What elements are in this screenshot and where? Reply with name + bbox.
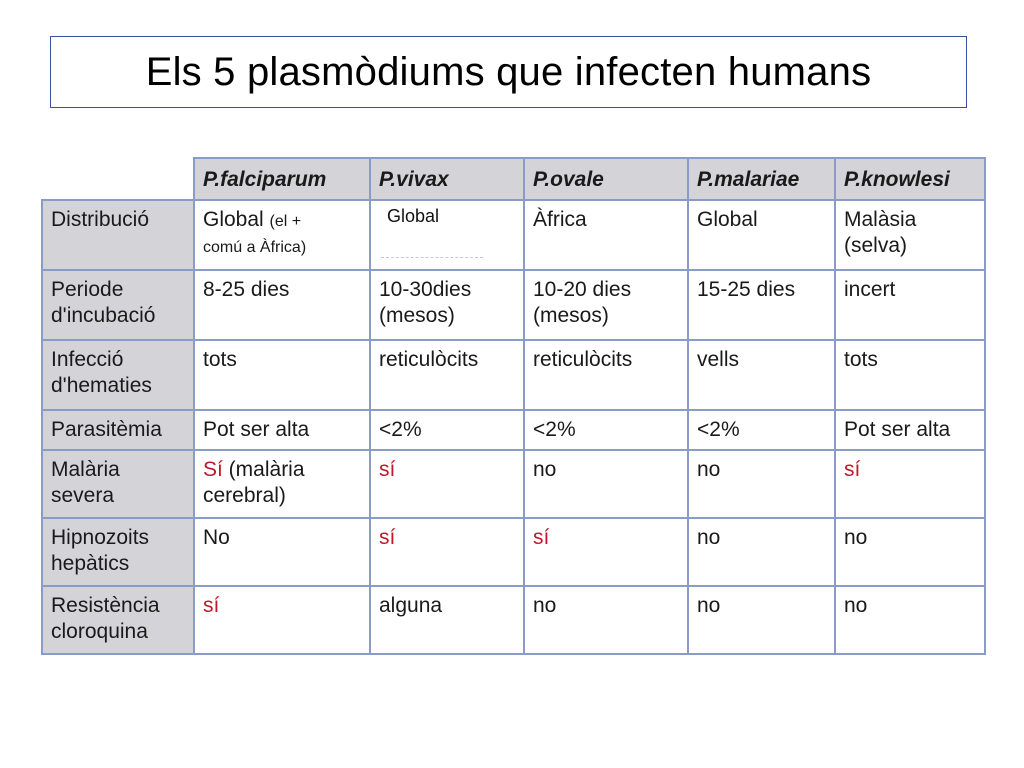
- cell-periode-ovale: [524, 270, 688, 340]
- table-row-malaria-severa: [42, 450, 985, 518]
- cell-parasitemia-ovale: <2%: [524, 410, 688, 450]
- row-header-label: Periode: [51, 278, 124, 301]
- table-row-periode-incubacio: [42, 270, 985, 340]
- row-header-label: severa: [51, 484, 115, 507]
- cell-parasitemia-vivax: <2%: [370, 410, 524, 450]
- row-header-label: Infecció: [51, 348, 124, 371]
- cell-severa-vivax: [370, 450, 524, 518]
- table-row-distribucio: [42, 200, 985, 270]
- cell-line: (selva): [844, 234, 908, 257]
- cell-red-text: sí: [533, 526, 550, 549]
- row-header-label: d'incubació: [51, 304, 156, 327]
- cell-hipnozoits-knowlesi: no: [835, 518, 985, 586]
- cell-parasitemia-knowlesi: Pot ser alta: [835, 410, 985, 450]
- plasmodium-comparison-table: [41, 157, 986, 655]
- column-header-ovale: P.ovale: [524, 158, 688, 200]
- cell-periode-falciparum: [194, 270, 370, 340]
- row-header-infeccio-hematies: [42, 340, 194, 410]
- row-header-label: cloroquina: [51, 620, 148, 643]
- cell-line: (mesos): [533, 304, 609, 327]
- table-row-parasitemia: [42, 410, 985, 450]
- slide-title: Els 5 plasmòdiums que infecten humans: [145, 49, 872, 94]
- row-header-label: hepàtics: [51, 552, 130, 575]
- cell-severa-ovale: no: [524, 450, 688, 518]
- column-header-malariae: P.malariae: [688, 158, 835, 200]
- cell-resistencia-ovale: no: [524, 586, 688, 654]
- cell-distribucio-falciparum: [194, 200, 370, 270]
- row-header-label: d'hematies: [51, 374, 152, 397]
- cell-note-text: (el +: [269, 213, 302, 230]
- table-row-resistencia: [42, 586, 985, 654]
- cell-distribucio-vivax: [370, 200, 524, 270]
- title-box: [50, 36, 967, 108]
- cell-line: 10-30dies: [379, 278, 472, 301]
- cell-resistencia-knowlesi: no: [835, 586, 985, 654]
- column-header-falciparum: P.falciparum: [194, 158, 370, 200]
- cell-periode-vivax: [370, 270, 524, 340]
- cell-line: 10-20 dies: [533, 278, 632, 301]
- faint-underline: [381, 257, 483, 258]
- row-header-parasitemia: Parasitèmia: [42, 410, 194, 450]
- cell-distribucio-knowlesi: [835, 200, 985, 270]
- row-header-distribucio: [42, 200, 194, 270]
- cell-parasitemia-falciparum: Pot ser alta: [194, 410, 370, 450]
- table-row-hipnozoits: [42, 518, 985, 586]
- table-corner: [42, 158, 194, 200]
- cell-line: incert: [844, 278, 896, 301]
- cell-severa-malariae: no: [688, 450, 835, 518]
- cell-resistencia-malariae: no: [688, 586, 835, 654]
- overlay-text-label: Global: [383, 206, 443, 226]
- cell-line: cerebral): [203, 484, 286, 507]
- cell-hipnozoits-ovale: [524, 518, 688, 586]
- cell-infeccio-malariae: vells: [688, 340, 835, 410]
- cell-red-text: sí: [203, 594, 220, 617]
- cell-infeccio-falciparum: tots: [194, 340, 370, 410]
- table-header-row: [42, 158, 985, 200]
- cell-red-text: Sí: [203, 458, 223, 481]
- cell-infeccio-knowlesi: tots: [835, 340, 985, 410]
- row-header-label: Distribució: [51, 208, 150, 231]
- cell-red-text: sí: [379, 526, 396, 549]
- row-header-periode-incubacio: [42, 270, 194, 340]
- row-header-label: Malària: [51, 458, 120, 481]
- cell-distribucio-malariae: Global: [688, 200, 835, 270]
- cell-hipnozoits-vivax: [370, 518, 524, 586]
- cell-red-text: sí: [844, 458, 861, 481]
- cell-main-text: Global: [203, 208, 264, 231]
- column-header-vivax: P.vivax: [370, 158, 524, 200]
- cell-severa-falciparum: [194, 450, 370, 518]
- cell-periode-knowlesi: [835, 270, 985, 340]
- cell-line: 15-25 dies: [697, 278, 796, 301]
- cell-line: (mesos): [379, 304, 455, 327]
- table-row-infeccio-hematies: [42, 340, 985, 410]
- row-header-malaria-severa: [42, 450, 194, 518]
- cell-distribucio-ovale: Àfrica: [524, 200, 688, 270]
- cell-line: Malàsia: [844, 208, 917, 231]
- cell-resistencia-falciparum: [194, 586, 370, 654]
- cell-hipnozoits-malariae: no: [688, 518, 835, 586]
- cell-red-text: sí: [379, 458, 396, 481]
- cell-line: 8-25 dies: [203, 278, 290, 301]
- cell-infeccio-ovale: reticulòcits: [524, 340, 688, 410]
- column-header-knowlesi: P.knowlesi: [835, 158, 985, 200]
- cell-hipnozoits-falciparum: No: [194, 518, 370, 586]
- cell-severa-knowlesi: [835, 450, 985, 518]
- row-header-label: Resistència: [51, 594, 160, 617]
- cell-line: (malària: [222, 458, 305, 481]
- cell-note-text: comú a Àfrica): [203, 239, 307, 256]
- cell-resistencia-vivax: alguna: [370, 586, 524, 654]
- cell-infeccio-vivax: reticulòcits: [370, 340, 524, 410]
- cell-parasitemia-malariae: <2%: [688, 410, 835, 450]
- row-header-resistencia: [42, 586, 194, 654]
- cell-periode-malariae: [688, 270, 835, 340]
- row-header-hipnozoits: [42, 518, 194, 586]
- row-header-label: Hipnozoits: [51, 526, 150, 549]
